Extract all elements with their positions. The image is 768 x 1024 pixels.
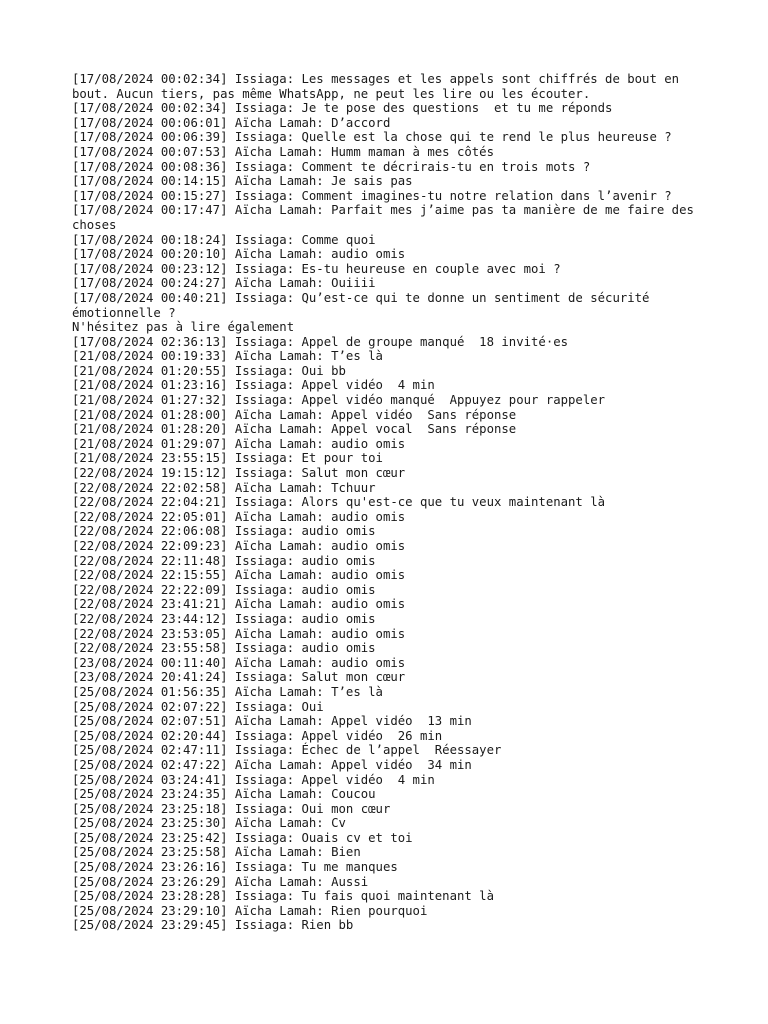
- log-line: [23/08/2024 20:41:24] Issiaga: Salut mon cœur: [72, 670, 406, 685]
- log-line: [21/08/2024 01:29:07] Aïcha Lamah: audio omis: [72, 436, 406, 451]
- log-line: [22/08/2024 22:11:48] Issiaga: audio omis: [72, 553, 376, 568]
- log-line: [25/08/2024 23:29:45] Issiaga: Rien bb: [72, 918, 354, 933]
- log-line: [17/08/2024 00:06:01] Aïcha Lamah: D’accord: [72, 115, 391, 130]
- log-line: [25/08/2024 02:47:11] Issiaga: Échec de l’appel Réessayer: [72, 743, 502, 758]
- log-line: [17/08/2024 00:24:27] Aïcha Lamah: Ouiiii: [72, 276, 376, 291]
- log-line: [23/08/2024 00:11:40] Aïcha Lamah: audio omis: [72, 655, 406, 670]
- log-line: [17/08/2024 00:02:34] Issiaga: Je te pose des questions et tu me réponds: [72, 101, 613, 116]
- log-line: [21/08/2024 23:55:15] Issiaga: Et pour toi: [72, 451, 383, 466]
- log-line: [17/08/2024 00:18:24] Issiaga: Comme quoi: [72, 232, 376, 247]
- log-line: [17/08/2024 00:06:39] Issiaga: Quelle est la chose qui te rend le plus heureuse ?: [72, 130, 672, 145]
- log-line: [22/08/2024 22:09:23] Aïcha Lamah: audio omis: [72, 539, 406, 553]
- log-line: [21/08/2024 01:28:20] Aïcha Lamah: Appel vocal Sans réponse: [72, 422, 517, 437]
- log-line: N'hésitez pas à lire également: [72, 320, 295, 335]
- log-line: [25/08/2024 02:47:22] Aïcha Lamah: Appel vidéo 34 min: [72, 757, 472, 772]
- log-line: [17/08/2024 00:14:15] Aïcha Lamah: Je sais pas: [72, 174, 413, 189]
- log-line: [25/08/2024 02:07:22] Issiaga: Oui: [72, 699, 324, 714]
- log-line: [21/08/2024 00:19:33] Aïcha Lamah: T’es là: [72, 349, 383, 364]
- log-line: [17/08/2024 00:17:47] Aïcha Lamah: Parfait mes j’aime pas ta manière de me faire des choses: [72, 203, 702, 232]
- document-page: [72, 72, 702, 933]
- log-line: [25/08/2024 02:20:44] Issiaga: Appel vidéo 26 min: [72, 728, 443, 743]
- log-line: [22/08/2024 22:05:01] Aïcha Lamah: audio omis: [72, 509, 406, 524]
- log-line: [17/08/2024 00:23:12] Issiaga: Es-tu heureuse en couple avec moi ?: [72, 261, 561, 276]
- log-line: [25/08/2024 23:25:42] Issiaga: Ouais cv et toi: [72, 830, 413, 845]
- log-line: [25/08/2024 23:29:10] Aïcha Lamah: Rien pourquoi: [72, 903, 428, 918]
- log-line: [17/08/2024 00:20:10] Aïcha Lamah: audio omis: [72, 247, 406, 262]
- log-line: [17/08/2024 00:08:36] Issiaga: Comment te décrirais-tu en trois mots ?: [72, 159, 591, 174]
- log-line: [25/08/2024 23:25:58] Aïcha Lamah: Bien: [72, 845, 361, 860]
- log-line: [22/08/2024 22:06:08] Issiaga: audio omis: [72, 524, 376, 539]
- log-line: [21/08/2024 01:20:55] Issiaga: Oui bb: [72, 363, 346, 378]
- log-line: [22/08/2024 22:22:09] Issiaga: audio omis: [72, 582, 376, 597]
- log-line: [22/08/2024 23:55:58] Issiaga: audio omis: [72, 641, 376, 656]
- log-line: [22/08/2024 23:53:05] Aïcha Lamah: audio omis: [72, 626, 406, 641]
- log-line: [17/08/2024 00:15:27] Issiaga: Comment imagines-tu notre relation dans l’avenir ?: [72, 188, 672, 203]
- log-line: [21/08/2024 01:28:00] Aïcha Lamah: Appel vidéo Sans réponse: [72, 407, 517, 422]
- log-line: [25/08/2024 23:25:30] Aïcha Lamah: Cv: [72, 816, 346, 831]
- chat-log: [72, 72, 702, 933]
- log-line: [25/08/2024 03:24:41] Issiaga: Appel vidéo 4 min: [72, 772, 435, 787]
- log-line: [25/08/2024 01:56:35] Aïcha Lamah: T’es là: [72, 684, 383, 699]
- log-line: [17/08/2024 00:07:53] Aïcha Lamah: Humm maman à mes côtés: [72, 144, 494, 159]
- log-line: [25/08/2024 02:07:51] Aïcha Lamah: Appel vidéo 13 min: [72, 714, 472, 729]
- log-line: [25/08/2024 23:28:28] Issiaga: Tu fais quoi maintenant là: [72, 889, 494, 904]
- log-line: [22/08/2024 19:15:12] Issiaga: Salut mon cœur: [72, 466, 406, 481]
- log-line: [25/08/2024 23:26:16] Issiaga: Tu me manques: [72, 860, 398, 875]
- log-line: [25/08/2024 23:25:18] Issiaga: Oui mon cœur: [72, 801, 391, 816]
- log-line: [25/08/2024 23:24:35] Aïcha Lamah: Coucou: [72, 787, 376, 802]
- log-line: [25/08/2024 23:26:29] Aïcha Lamah: Aussi: [72, 874, 369, 889]
- log-line: [17/08/2024 00:40:21] Issiaga: Qu’est-ce qui te donne un sentiment de sécurité émotionnelle ?: [72, 290, 657, 320]
- log-line: [22/08/2024 22:15:55] Aïcha Lamah: audio omis: [72, 568, 406, 583]
- log-line: [22/08/2024 22:04:21] Issiaga: Alors qu'est-ce que tu veux maintenant là: [72, 495, 606, 510]
- log-line: [22/08/2024 23:44:12] Issiaga: audio omis: [72, 611, 376, 626]
- log-line: [17/08/2024 02:36:13] Issiaga: Appel de groupe manqué 18 invité·es: [72, 334, 569, 349]
- log-line: [17/08/2024 00:02:34] Issiaga: Les messages et les appels sont chiffrés de bout en bout. Aucun tiers, pas même WhatsApp, ne peut les lire ou les écouter.: [72, 72, 687, 101]
- log-line: [21/08/2024 01:27:32] Issiaga: Appel vidéo manqué Appuyez pour rappeler: [72, 393, 606, 408]
- log-line: [22/08/2024 22:02:58] Aïcha Lamah: Tchuur: [72, 480, 376, 495]
- log-line: [21/08/2024 01:23:16] Issiaga: Appel vidéo 4 min: [72, 378, 435, 393]
- log-line: [22/08/2024 23:41:21] Aïcha Lamah: audio omis: [72, 597, 406, 612]
